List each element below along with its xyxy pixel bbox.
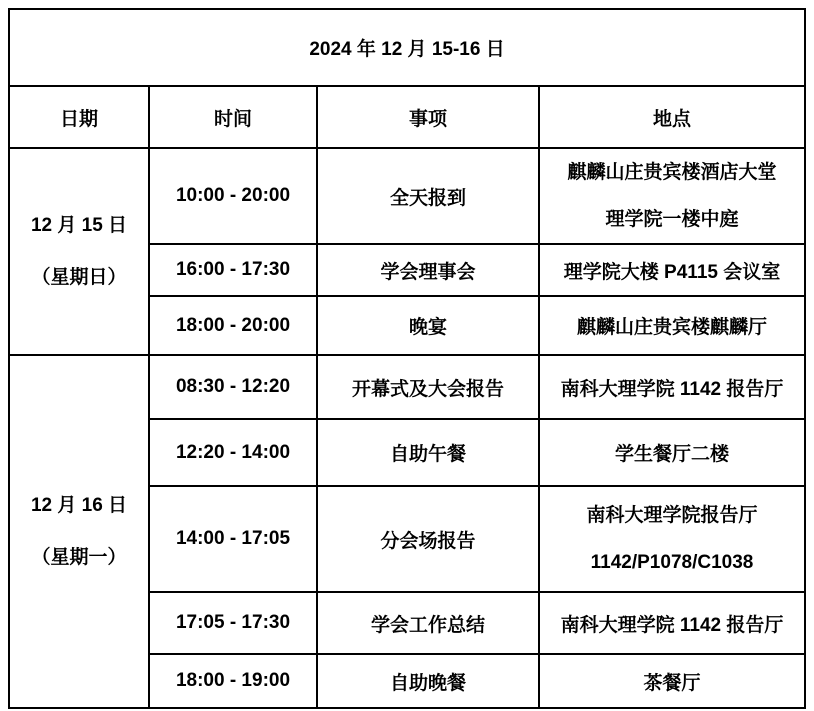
schedule-table (8, 8, 806, 709)
schedule-row (9, 148, 805, 244)
weekday-line: （星期一） (31, 546, 127, 568)
location-cell: 学生餐厅二楼 (539, 419, 805, 486)
date-line: 12 月 15 日 (30, 214, 128, 236)
location-line: 南科大理学院报告厅 (586, 505, 758, 526)
col-header-date: 日期 (9, 86, 149, 148)
location-cell (539, 148, 805, 244)
event-cell: 分会场报告 (317, 486, 539, 592)
table-title: 2024 年 12 月 15-16 日 (9, 9, 805, 86)
time-cell: 14:00 - 17:05 (149, 486, 317, 592)
schedule-row (9, 355, 805, 419)
col-header-event: 事项 (317, 86, 539, 148)
title-row (9, 9, 805, 86)
header-row (9, 86, 805, 148)
time-cell: 16:00 - 17:30 (149, 244, 317, 296)
col-header-location: 地点 (539, 86, 805, 148)
event-cell: 学会理事会 (317, 244, 539, 296)
date-cell-day1 (9, 148, 149, 355)
location-line: 麒麟山庄贵宾楼酒店大堂 (567, 162, 777, 183)
event-cell: 晚宴 (317, 296, 539, 355)
event-cell: 学会工作总结 (317, 592, 539, 654)
location-cell: 南科大理学院 1142 报告厅 (539, 592, 805, 654)
time-cell: 08:30 - 12:20 (149, 355, 317, 419)
location-line: 理学院一楼中庭 (605, 209, 739, 230)
col-header-time: 时间 (149, 86, 317, 148)
location-cell: 麒麟山庄贵宾楼麒麟厅 (539, 296, 805, 355)
time-cell: 18:00 - 20:00 (149, 296, 317, 355)
weekday-line: （星期日） (31, 266, 127, 288)
event-cell: 自助晚餐 (317, 654, 539, 708)
location-cell: 茶餐厅 (539, 654, 805, 708)
time-cell: 17:05 - 17:30 (149, 592, 317, 654)
time-cell: 12:20 - 14:00 (149, 419, 317, 486)
event-cell: 自助午餐 (317, 419, 539, 486)
date-line: 12 月 16 日 (30, 494, 128, 516)
location-cell (539, 486, 805, 592)
event-cell: 全天报到 (317, 148, 539, 244)
time-cell: 18:00 - 19:00 (149, 654, 317, 708)
time-cell: 10:00 - 20:00 (149, 148, 317, 244)
date-cell-day2 (9, 355, 149, 708)
event-cell: 开幕式及大会报告 (317, 355, 539, 419)
location-cell: 理学院大楼 P4115 会议室 (539, 244, 805, 296)
location-line: 1142/P1078/C1038 (590, 552, 754, 573)
location-cell: 南科大理学院 1142 报告厅 (539, 355, 805, 419)
